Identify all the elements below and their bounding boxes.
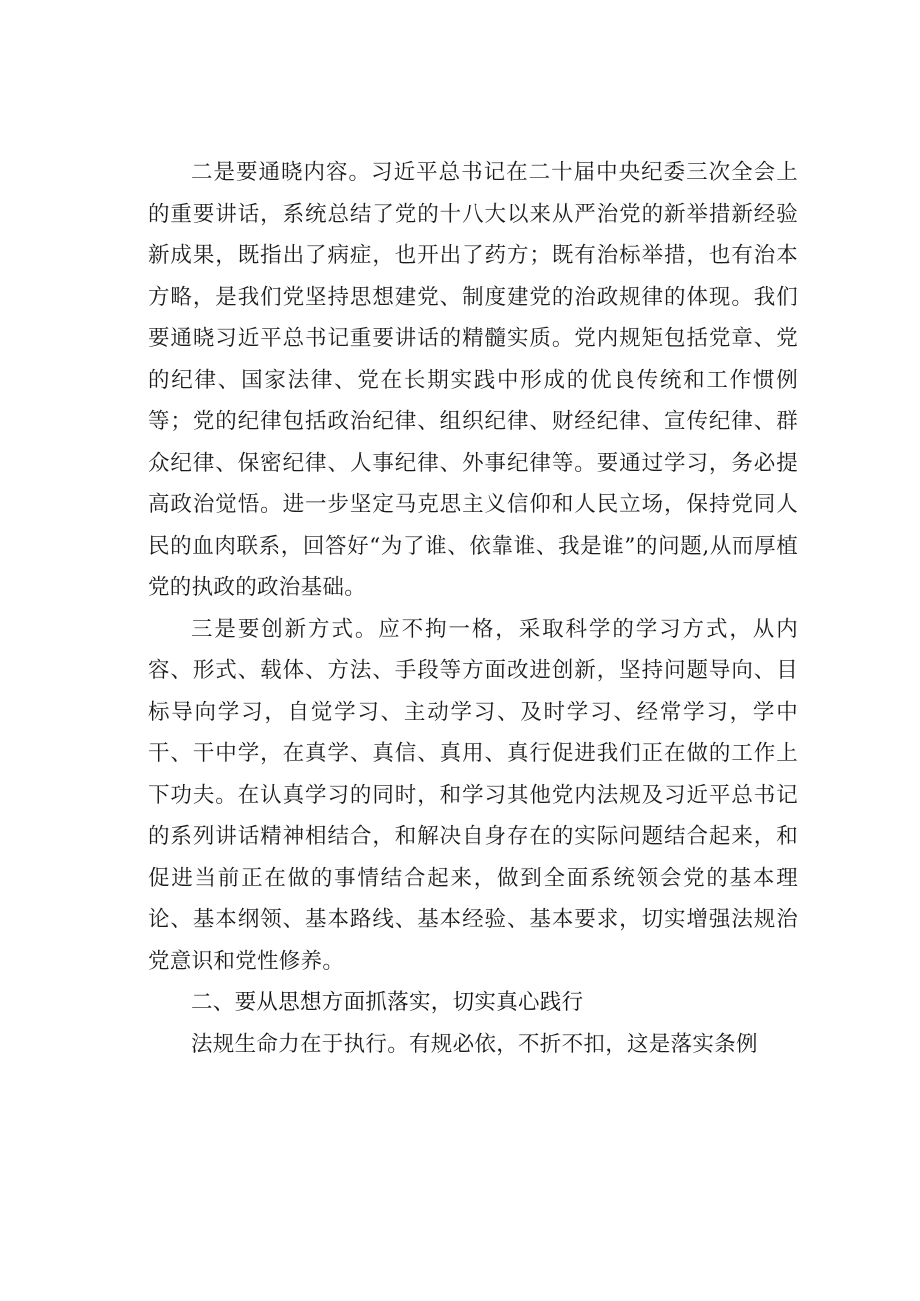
paragraph-understand-content: 二是要通晓内容。习近平总书记在二十届中央纪委三次全会上的重要讲话，系统总结了党的十八大以来从严治党的新举措新经验新成果，既指出了病症，也开出了药方；既有治标举措，也有治本方略，是我们党坚持思想建党、制度建党的治政规律的体现。我们要通晓习近平总书记重要讲话的精髓实质。党内规矩包括党章、党的纪律、国家法律、党在长期实践中形成的优良传统和工作惯例等；党的纪律包括政治纪律、组织纪律、财经纪律、宣传纪律、群众纪律、保密纪律、人事纪律、外事纪律等。要通过学习，务必提高政治觉悟。进一步坚定马克思主义信仰和人民立场，保持党同人民的血肉联系，回答好“为了谁、依靠谁、我是谁”的问题,从而厚植党的执政的政治基础。 xyxy=(148,160,798,600)
document-body xyxy=(148,152,798,1065)
section-heading: 二、要从思想方面抓落实，切实真心践行 xyxy=(191,990,584,1015)
paragraph-execution: 法规生命力在于执行。有规必依，不折不扣，这是落实条例 xyxy=(191,1031,758,1057)
paragraph-innovate-methods: 三是要创新方式。应不拘一格，采取科学的学习方式，从内容、形式、载体、方法、手段等方面改进创新，坚持问题导向、目标导向学习，自觉学习、主动学习、及时学习、经常学习，学中干、干中学，在真学、真信、真用、真行促进我们正在做的工作上下功夫。在认真学习的同时，和学习其他党内法规及习近平总书记的系列讲话精神相结合，和解决自身存在的实际问题结合起来，和促进当前正在做的事情结合起来，做到全面系统领会党的基本理论、基本纲领、基本路线、基本经验、基本要求，切实增强法规治党意识和党性修养。 xyxy=(148,616,798,974)
